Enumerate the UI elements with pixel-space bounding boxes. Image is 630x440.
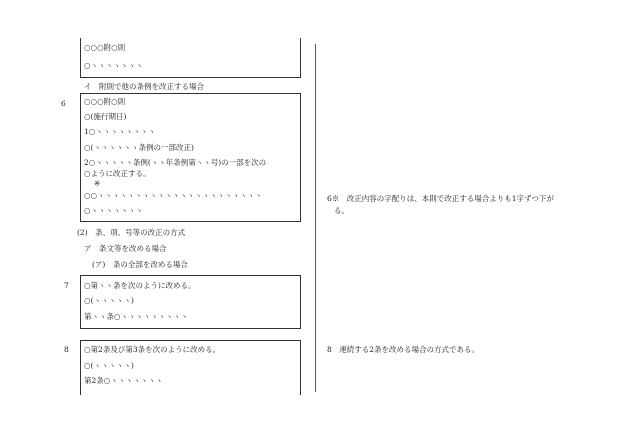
ex6-line-9: ○ヽヽヽヽヽヽヽ <box>84 206 144 215</box>
ex6-line-4: ○(ヽヽヽヽヽヽ条例の一部改正) <box>84 143 194 152</box>
ex6-line-6: ○ように改正する。 <box>84 169 151 178</box>
ex7-line-2: ○(ヽヽヽヽヽ) <box>84 296 134 305</box>
example-number-7: 7 <box>64 281 69 290</box>
example-number-8: 8 <box>64 345 69 354</box>
ex6-line-2: ○(施行期日) <box>84 112 127 121</box>
ex7-line-1: ○第ヽヽ条を次のように改める。 <box>84 281 196 290</box>
heading-a: ア 条文等を改める場合 <box>84 244 167 253</box>
column-divider <box>315 44 316 392</box>
ex6-note-mark: ※ <box>94 179 101 188</box>
ex8-line-3: 第2条○ヽヽヽヽヽヽヽ <box>84 376 163 385</box>
ex8-line-1: ○第2条及び第3条を次のように改める。 <box>84 345 221 354</box>
note-6-line-1: 6※ 改正内容の字配りは、本則で改正する場合よりも1字ずつ下が <box>327 194 555 203</box>
note-6-line-2: る。 <box>334 206 349 215</box>
ex6-line-3: 1○ヽヽヽヽヽヽヽヽ <box>84 127 156 136</box>
note-8: 8 連続する2条を改める場合の方式である。 <box>327 345 480 354</box>
box-top-line-2: ○ヽヽヽヽヽヽヽ <box>84 61 144 70</box>
heading-2: (2) 条、項、号等の改正の方式 <box>77 228 186 237</box>
example-number-6: 6 <box>61 99 66 108</box>
ex6-line-5: 2○ヽヽヽヽヽ条例(ヽヽ年条例第ヽヽ号)の一部を次の <box>84 158 267 167</box>
box-top-line-1: ○○○附○則 <box>84 43 126 52</box>
ex6-line-1: ○○○附○則 <box>84 97 126 106</box>
ex6-line-8: ○○ヽヽヽヽヽヽヽヽヽヽヽヽヽヽヽヽヽヽヽヽヽヽ <box>84 191 263 200</box>
ex8-line-2: ○(ヽヽヽヽヽ) <box>84 361 134 370</box>
ex7-line-3: 第ヽヽ条○ヽヽヽヽヽヽヽヽヽ <box>84 312 189 321</box>
heading-i: イ 附則で他の条例を改正する場合 <box>84 82 204 91</box>
heading-a1: (ア) 条の全部を改める場合 <box>92 260 188 269</box>
